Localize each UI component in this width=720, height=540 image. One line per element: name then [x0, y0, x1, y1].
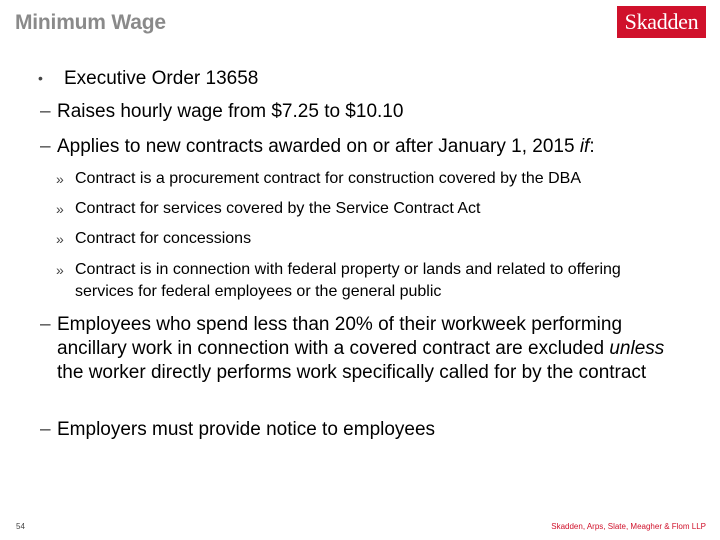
sub-item-text: Employers must provide notice to employees [57, 419, 436, 440]
condition-text: Contract is a procurement contract for construction covered by the DBA [75, 170, 582, 187]
sub-item-text: Employees who spend less than 20% of their workweek performing ancillary work in connection with a covered contract are excluded unless the worker directly performs work specifically called for by the contract [57, 314, 665, 383]
condition-text: Contract is in connection with federal property or lands and related to offering services for federal employees or the general public [75, 261, 621, 300]
sub-item-text: Applies to new contracts awarded on or after January 1, 2015 if: [57, 136, 595, 157]
bullet-marker: • [38, 70, 43, 86]
chevron-marker: » [56, 262, 64, 278]
dash-marker: – [40, 314, 51, 335]
chevron-marker: » [56, 231, 64, 247]
firm-name: Skadden, Arps, Slate, Meagher & Flom LLP [551, 522, 706, 531]
dash-marker: – [40, 419, 51, 440]
dash-marker: – [40, 101, 51, 122]
condition-text: Contract for concessions [75, 230, 252, 247]
chevron-marker: » [56, 201, 64, 217]
page-number: 54 [16, 522, 25, 531]
dash-marker: – [40, 136, 51, 157]
slide-title: Minimum Wage [15, 11, 166, 34]
skadden-logo: Skadden [617, 6, 706, 38]
sub-item-text: Raises hourly wage from $7.25 to $10.10 [57, 101, 404, 122]
condition-text: Contract for services covered by the Service Contract Act [75, 200, 481, 217]
main-bullet-text: Executive Order 13658 [64, 68, 259, 89]
chevron-marker: » [56, 171, 64, 187]
